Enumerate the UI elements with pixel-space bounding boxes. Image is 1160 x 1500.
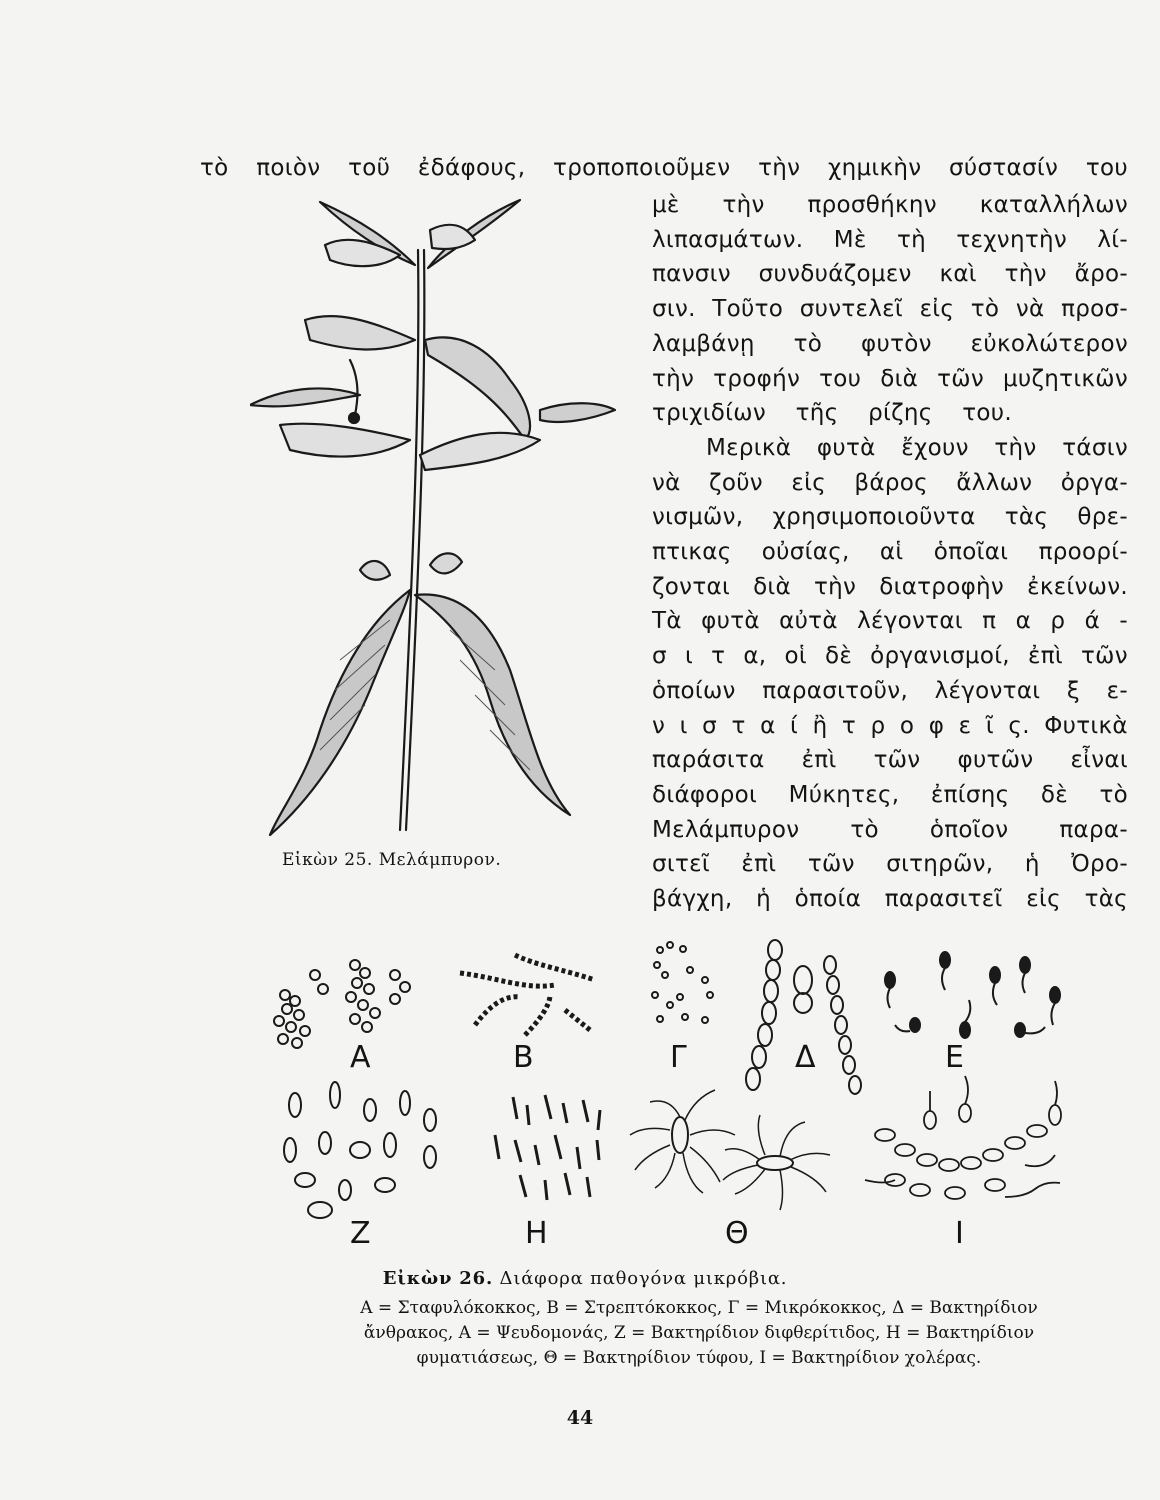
figure-26-legend-line-1: Α = Σταφυλόκοκκος, Β = Στρεπτόκοκκος, Γ = Μικρόκοκκος, Δ = Βακτηρίδιον	[360, 1298, 1038, 1318]
panel-labels	[350, 1040, 964, 1251]
panel-h-tuberculosis	[495, 1095, 600, 1200]
figure-25-melampyrum-drawing	[250, 190, 630, 850]
panel-g-micrococcus	[652, 942, 713, 1023]
text-line: βάγχη, ἡ ὁποία παρασιτεῖ εἰς τὰς	[652, 886, 1128, 912]
figure-26-caption-number: Εἰκὼν 26.	[382, 1268, 494, 1289]
panel-b-streptococcus	[460, 955, 595, 1035]
text-line: διάφοροι Μύκητες, ἐπίσης δὲ τὸ	[652, 782, 1128, 808]
panel-i-cholera	[865, 1076, 1061, 1199]
text-line-top: τὸ ποιὸν τοῦ ἐδάφους, τροποποιοῦμεν τὴν χημικὴν σύστασίν του	[200, 155, 1128, 181]
text-line: Μερικὰ φυτὰ ἔχουν τὴν τάσιν	[706, 435, 1128, 461]
page-number: 44	[566, 1407, 594, 1429]
label-d: Δ	[795, 1040, 816, 1075]
panel-e-pseudomonas	[885, 952, 1060, 1038]
text-line: ὁποίων παρασιτοῦν, λέγονται ξ ε-	[652, 678, 1128, 704]
panel-a-staphylococcus	[274, 960, 410, 1048]
label-g: Γ	[670, 1040, 687, 1075]
text-line: ν ι σ τ α ί ἢ τ ρ ο φ ε ῖ ς. Φυτικὰ	[652, 713, 1128, 739]
label-i: Ι	[955, 1216, 964, 1251]
text-line: νὰ ζοῦν εἰς βάρος ἄλλων ὀργα-	[652, 470, 1128, 496]
text-line: μὲ τὴν προσθήκην καταλλήλων	[652, 192, 1128, 218]
text-line: λιπασμάτων. Μὲ τὴ τεχνητὴν λί-	[652, 227, 1128, 253]
panel-z-diphtheria	[284, 1082, 436, 1218]
figure-26-caption	[270, 1268, 900, 1289]
text-line: Τὰ φυτὰ αὐτὰ λέγονται π α ρ ά -	[652, 608, 1128, 634]
figure-25-caption: Εἰκὼν 25. Μελάμπυρον.	[282, 850, 502, 870]
text-line: λαμβάνῃ τὸ φυτὸν εὐκολώτερον	[652, 331, 1128, 357]
label-e: Ε	[945, 1040, 964, 1075]
text-line: Μελάμπυρον τὸ ὁποῖον παρα-	[652, 817, 1128, 843]
figure-26-legend-line-3: φυματιάσεως, Θ = Βακτηρίδιον τύφου, Ι = Βακτηρίδιον χολέρας.	[416, 1348, 982, 1368]
text-line: σιν. Τοῦτο συντελεῖ εἰς τὸ νὰ προσ-	[652, 296, 1128, 322]
figure-26-caption-text: Διάφορα παθογόνα μικρόβια.	[493, 1268, 788, 1289]
text-line: νισμῶν, χρησιμοποιοῦντα τὰς θρε-	[652, 504, 1128, 530]
label-b: Β	[513, 1040, 534, 1075]
text-line: παράσιτα ἐπὶ τῶν φυτῶν εἶναι	[652, 747, 1128, 773]
text-line: πανσιν συνδυάζομεν καὶ τὴν ἄρο-	[652, 261, 1128, 287]
text-line: σ ι τ α, οἱ δὲ ὀργανισμοί, ἐπὶ τῶν	[652, 643, 1128, 669]
panel-th-typhus	[630, 1090, 830, 1210]
label-a: Α	[350, 1040, 371, 1075]
label-z: Ζ	[350, 1216, 371, 1251]
label-h: Η	[525, 1216, 548, 1251]
figure-26-legend-line-2: ἄνθρακος, Α = Ψευδομονάς, Ζ = Βακτηρίδιον διφθερίτιδος, Η = Βακτηρίδιον	[363, 1323, 1035, 1343]
text-line: πτικας οὐσίας, αἱ ὁποῖαι προορί-	[652, 539, 1128, 565]
label-th: Θ	[725, 1216, 749, 1251]
text-line: τριχιδίων τῆς ρίζης του.	[652, 400, 1012, 426]
text-line: σιτεῖ ἐπὶ τῶν σιτηρῶν, ἡ Ὀρο-	[652, 851, 1128, 877]
text-line: ζονται διὰ τὴν διατροφὴν ἐκείνων.	[652, 574, 1128, 600]
text-line: τὴν τροφήν του διὰ τῶν μυζητικῶν	[652, 366, 1128, 392]
figure-26-microbes-drawing	[265, 935, 1095, 1255]
